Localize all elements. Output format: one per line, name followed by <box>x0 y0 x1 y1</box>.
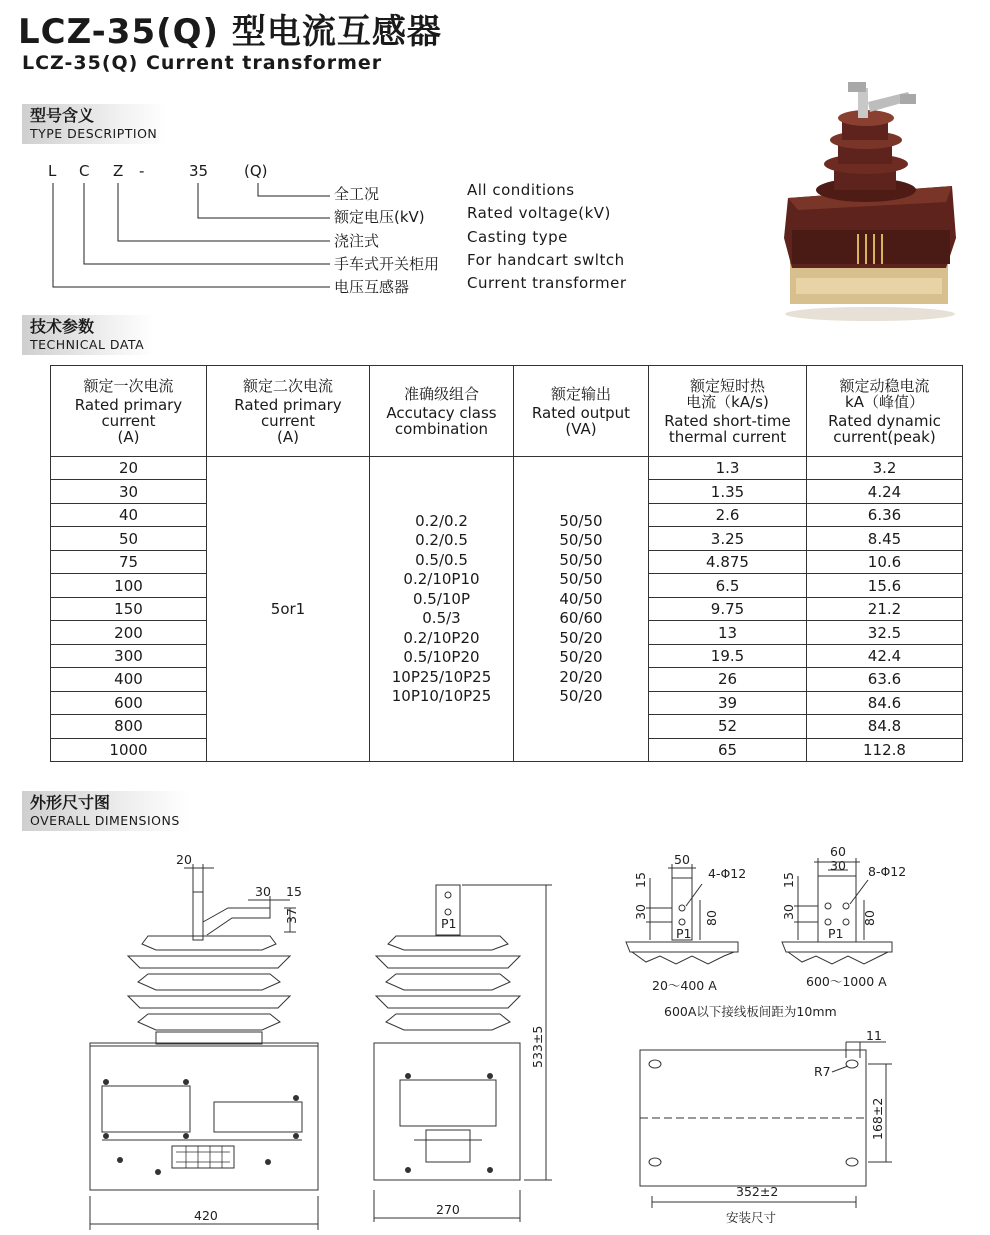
type-section-title-cn: 型号含义 <box>30 106 95 125</box>
dim-mount-h: 168±2 <box>870 1097 885 1140</box>
header-secondary-current: 额定二次电流 Rated primary current (A) <box>207 366 370 457</box>
list-item: 63.6 <box>807 668 962 691</box>
dim-mount-r: R7 <box>814 1064 831 1079</box>
header-primary-current: 额定一次电流 Rated primary current (A) <box>51 366 207 457</box>
code-voltage: 35 <box>189 162 209 180</box>
dimension-drawings <box>0 840 990 1235</box>
dynamic-current-list <box>807 457 962 761</box>
list-item: 3.2 <box>807 457 962 480</box>
list-item: 15.6 <box>807 574 962 597</box>
dim-section-title-cn: 外形尺寸图 <box>30 793 111 812</box>
list-item: 84.8 <box>807 715 962 738</box>
list-item: 8.45 <box>807 527 962 550</box>
list-item: 200 <box>51 621 206 644</box>
meaning-cn-4: 电压互感器 <box>334 278 410 296</box>
list-item: 13 <box>649 621 806 644</box>
spacing-note: 600A以下接线板间距为10mm <box>664 1004 837 1019</box>
list-item: 20/20 <box>559 667 603 686</box>
list-item: 21.2 <box>807 598 962 621</box>
code-c: C <box>79 162 90 180</box>
dim-mount-w: 352±2 <box>736 1184 779 1199</box>
label-term-a-p1: P1 <box>676 926 692 941</box>
list-item: 2.6 <box>649 504 806 527</box>
dim-side-width: 270 <box>436 1202 460 1217</box>
list-item: 800 <box>51 715 206 738</box>
dim-term-b-holes: 8-Φ12 <box>868 864 907 879</box>
meaning-cn-0: 全工况 <box>334 185 380 203</box>
list-item: 50/20 <box>559 628 603 647</box>
list-item: 50/20 <box>559 687 603 705</box>
list-item: 6.5 <box>649 574 806 597</box>
list-item: 3.25 <box>649 527 806 550</box>
list-item: 40 <box>51 504 206 527</box>
dim-term-b-h3: 80 <box>862 910 877 926</box>
tech-section-header <box>22 315 154 355</box>
list-item: 26 <box>649 668 806 691</box>
dim-front-top-w: 20 <box>176 852 192 867</box>
page-title: LCZ-35(Q) 型电流互感器 <box>18 12 442 52</box>
type-section-title-en: TYPE DESCRIPTION <box>30 126 158 141</box>
dim-term-b-w1: 60 <box>830 844 846 859</box>
dim-front-width: 420 <box>194 1208 218 1223</box>
list-item: 50/50 <box>559 511 603 530</box>
list-item: 400 <box>51 668 206 691</box>
meaning-cn-2: 浇注式 <box>334 232 380 250</box>
dim-term-b-w2: 30 <box>830 858 846 873</box>
dim-term-a-h1: 15 <box>633 872 648 888</box>
side-view-drawing <box>374 885 552 1222</box>
list-item: 10P10/10P25 <box>391 687 492 705</box>
list-item: 4.875 <box>649 551 806 574</box>
list-item: 30 <box>51 480 206 503</box>
table-body-row <box>51 457 963 762</box>
list-item: 75 <box>51 551 206 574</box>
list-item: 40/50 <box>559 589 603 608</box>
list-item: 6.36 <box>807 504 962 527</box>
dim-side-height: 533±5 <box>530 1025 545 1068</box>
meaning-en-1: Rated voltage(kV) <box>467 204 611 222</box>
list-item: 0.2/0.5 <box>415 531 468 549</box>
meaning-cn-3: 手车式开关柜用 <box>334 255 440 273</box>
technical-data-table <box>50 365 963 762</box>
tech-section-title-en: TECHNICAL DATA <box>30 337 145 352</box>
list-item: 50/50 <box>559 531 603 549</box>
page-subtitle: LCZ-35(Q) Current transformer <box>22 52 383 74</box>
code-q: (Q) <box>244 162 268 180</box>
header-thermal-current: 额定短时热 电流（kA/s) Rated short-time thermal current <box>649 366 807 457</box>
label-term-b-p1: P1 <box>828 926 844 941</box>
code-z: Z <box>113 162 124 180</box>
code-dash: - <box>139 162 145 180</box>
list-item: 42.4 <box>807 645 962 668</box>
caption-term-b: 600～1000 A <box>806 974 887 989</box>
rated-output-list <box>514 512 648 707</box>
list-item: 112.8 <box>863 740 906 759</box>
header-dynamic-current: 额定动稳电流 kA（峰值） Rated dynamic current(peak) <box>807 366 963 457</box>
list-item: 39 <box>649 692 806 715</box>
dim-front-bar-t: 15 <box>286 884 302 899</box>
list-item: 600 <box>51 692 206 715</box>
list-item: 100 <box>51 574 206 597</box>
list-item: 20 <box>51 457 206 480</box>
list-item: 84.6 <box>807 692 962 715</box>
list-item: 9.75 <box>649 598 806 621</box>
list-item: 300 <box>51 645 206 668</box>
dim-term-a-holes: 4-Φ12 <box>708 866 747 881</box>
list-item: 32.5 <box>807 621 962 644</box>
list-item: 50 <box>51 527 206 550</box>
meaning-en-0: All conditions <box>467 181 575 199</box>
caption-mount: 安装尺寸 <box>726 1210 777 1225</box>
dim-term-b-h2: 30 <box>781 904 796 920</box>
list-item: 60/60 <box>559 609 603 627</box>
dim-term-a-w: 50 <box>674 852 690 867</box>
list-item: 1000 <box>109 740 148 759</box>
list-item: 0.2/10P20 <box>403 628 480 647</box>
dim-front-bar-h: 37 <box>284 908 299 924</box>
dim-mount-hole: 11 <box>866 1028 882 1043</box>
tech-section-title-cn: 技术参数 <box>30 317 95 336</box>
header-rated-output: 额定输出 Rated output (VA) <box>514 366 649 457</box>
list-item: 0.5/3 <box>422 609 461 627</box>
dim-section-header <box>22 791 190 831</box>
list-item: 10.6 <box>807 551 962 574</box>
product-photo <box>770 78 970 323</box>
accuracy-combo-list <box>370 512 513 707</box>
list-item: 52 <box>649 715 806 738</box>
secondary-current-value: 5or1 <box>207 457 370 762</box>
list-item: 4.24 <box>807 480 962 503</box>
list-item: 0.5/0.5 <box>415 550 468 569</box>
list-item: 0.2/10P10 <box>403 570 480 588</box>
list-item: 0.5/10P <box>412 589 471 608</box>
dim-front-bar-w: 30 <box>255 884 271 899</box>
list-item: 50/50 <box>559 570 603 588</box>
dim-term-a-h3: 80 <box>704 910 719 926</box>
label-side-p1: P1 <box>441 916 457 931</box>
list-item: 0.2/0.2 <box>415 511 468 530</box>
caption-term-a: 20～400 A <box>652 978 717 993</box>
list-item: 10P25/10P25 <box>391 667 492 686</box>
meaning-en-2: Casting type <box>467 228 568 246</box>
table-header-row <box>51 366 963 457</box>
list-item: 65 <box>717 740 738 759</box>
list-item: 50/20 <box>559 648 603 666</box>
meaning-en-3: For handcart swltch <box>467 251 625 269</box>
code-l: L <box>48 162 57 180</box>
list-item: 19.5 <box>649 645 806 668</box>
list-item: 150 <box>51 598 206 621</box>
meaning-cn-1: 额定电压(kV) <box>334 208 425 226</box>
header-accuracy-class: 准确级组合 Accutacy class combination <box>370 366 514 457</box>
list-item: 1.3 <box>649 457 806 480</box>
dim-term-a-h2: 30 <box>633 904 648 920</box>
list-item: 1.35 <box>649 480 806 503</box>
thermal-current-list <box>649 457 806 761</box>
primary-current-list <box>51 457 206 761</box>
list-item: 50/50 <box>559 550 603 569</box>
model-leader-lines <box>0 0 340 300</box>
dim-section-title-en: OVERALL DIMENSIONS <box>30 813 180 828</box>
dim-term-b-h1: 15 <box>781 872 796 888</box>
meaning-en-4: Current transformer <box>467 274 627 292</box>
list-item: 0.5/10P20 <box>403 648 480 666</box>
